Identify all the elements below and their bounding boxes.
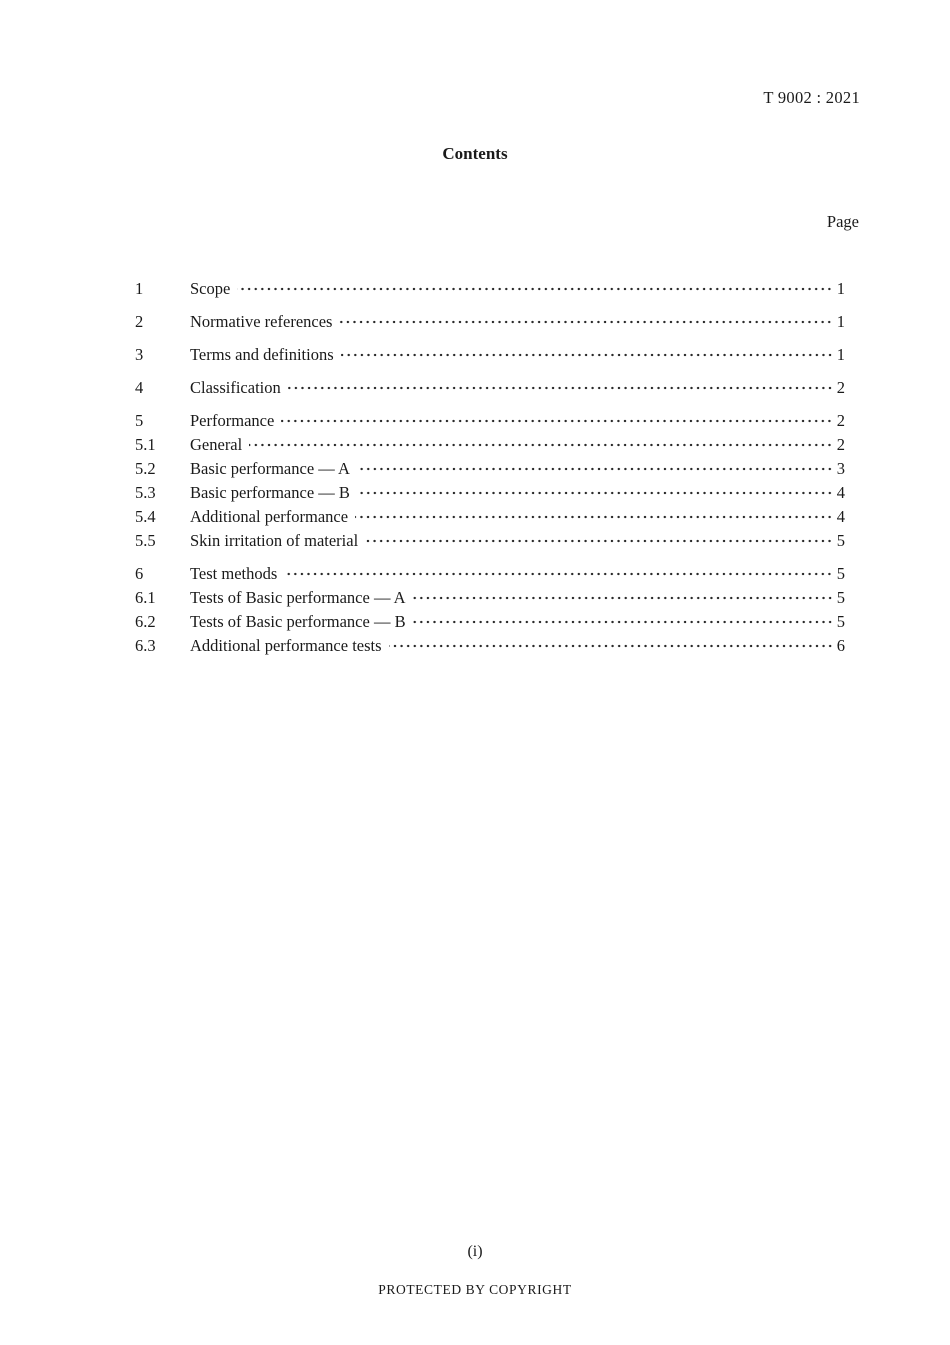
toc-entry-title: Scope — [190, 279, 231, 298]
toc-entry-title: Performance — [190, 411, 275, 430]
toc-entry-title: Additional performance tests — [190, 636, 382, 655]
toc-dot-leader — [341, 347, 833, 363]
page-column-label: Page — [826, 212, 859, 231]
copyright-notice: PROTECTED BY COPYRIGHT — [378, 1282, 572, 1297]
toc-dot-leader — [237, 281, 833, 297]
toc-entry-title: Basic performance — B — [190, 483, 350, 502]
toc-entry-page: 4 — [836, 483, 845, 502]
toc-entry-number: 5 — [135, 411, 144, 430]
toc-entry — [135, 529, 845, 553]
toc-entry-number: 5.5 — [135, 531, 156, 550]
toc-entry-page: 3 — [836, 459, 845, 478]
toc-entry-page: 5 — [836, 612, 845, 631]
toc-entry-number: 5.3 — [135, 483, 156, 502]
toc-entry-page: 1 — [836, 345, 845, 364]
toc-entry — [135, 433, 845, 457]
toc-entry — [135, 310, 845, 334]
toc-entry-number: 5.2 — [135, 459, 156, 478]
toc-entry-number: 6.1 — [135, 588, 156, 607]
toc-entry-page: 6 — [836, 636, 845, 655]
toc-entry-number: 3 — [135, 345, 144, 364]
toc-dot-leader — [357, 461, 833, 477]
toc-dot-leader — [365, 533, 833, 549]
toc-dot-leader — [355, 509, 833, 525]
toc-dot-leader — [413, 590, 833, 606]
toc-dot-leader — [339, 314, 833, 330]
toc-entry-title: Tests of Basic performance — A — [190, 588, 406, 607]
toc-entry-number: 4 — [135, 378, 144, 397]
toc-entry-title: General — [190, 435, 243, 454]
toc-entry-title: Terms and definitions — [190, 345, 334, 364]
table-of-contents — [135, 268, 845, 658]
toc-entry-title: Normative references — [190, 312, 333, 331]
toc-entry-title: Additional performance — [190, 507, 349, 526]
toc-entry — [135, 457, 845, 481]
toc-entry-title: Tests of Basic performance — B — [190, 612, 406, 631]
toc-entry-page: 1 — [836, 312, 845, 331]
toc-entry-page: 2 — [836, 378, 845, 397]
toc-entry — [135, 586, 845, 610]
toc-entry-title: Test methods — [190, 564, 278, 583]
toc-entry-number: 6.2 — [135, 612, 156, 631]
toc-entry-page: 5 — [836, 564, 845, 583]
toc-entry-number: 5.1 — [135, 435, 156, 454]
toc-dot-leader — [281, 413, 833, 429]
folio-page-number: (i) — [467, 1243, 483, 1260]
toc-entry-title: Classification — [190, 378, 281, 397]
toc-entry-page: 2 — [836, 411, 845, 430]
toc-entry-number: 6 — [135, 564, 144, 583]
toc-dot-leader — [284, 566, 833, 582]
toc-entry-title: Skin irritation of material — [190, 531, 359, 550]
toc-entry-page: 4 — [836, 507, 845, 526]
toc-entry — [135, 343, 845, 367]
toc-dot-leader — [288, 380, 833, 396]
toc-dot-leader — [413, 614, 833, 630]
toc-entry-page: 2 — [836, 435, 845, 454]
toc-entry — [135, 481, 845, 505]
toc-dot-leader — [389, 638, 833, 654]
page-title: Contents — [442, 144, 508, 163]
toc-entry-number: 5.4 — [135, 507, 156, 526]
document-number: T 9002 : 2021 — [763, 88, 860, 107]
toc-entry-number: 2 — [135, 312, 144, 331]
toc-entry — [135, 277, 845, 301]
toc-entry-page: 5 — [836, 588, 845, 607]
toc-entry — [135, 376, 845, 400]
toc-entry-number: 1 — [135, 279, 144, 298]
toc-dot-leader — [249, 437, 833, 453]
toc-entry-page: 5 — [836, 531, 845, 550]
toc-entry — [135, 409, 845, 433]
toc-dot-leader — [357, 485, 833, 501]
toc-entry-page: 1 — [836, 279, 845, 298]
toc-entry — [135, 562, 845, 586]
toc-entry — [135, 610, 845, 634]
toc-entry-number: 6.3 — [135, 636, 156, 655]
toc-entry — [135, 505, 845, 529]
toc-entry — [135, 634, 845, 658]
toc-entry-title: Basic performance — A — [190, 459, 350, 478]
